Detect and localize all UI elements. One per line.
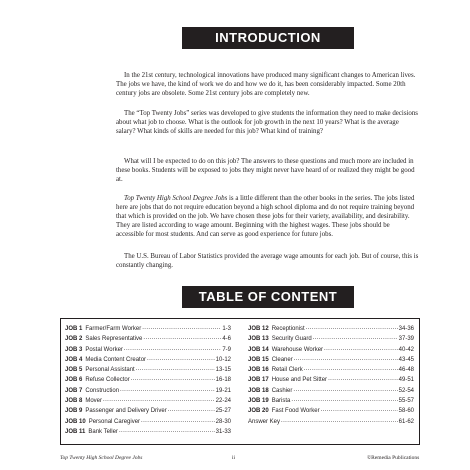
toc-job-title: Security Guard	[271, 336, 312, 343]
toc-job-title: Media Content Creator	[85, 356, 147, 363]
toc-job-title: Warehouse Worker	[271, 346, 324, 353]
toc-job-title: Personal Caregiver	[88, 418, 141, 425]
toc-leader-dots	[120, 385, 215, 395]
toc-job-number: JOB 20	[248, 408, 269, 415]
toc-job-number: JOB 12	[248, 326, 269, 332]
toc-job-title: Bank Teller	[88, 428, 118, 435]
toc-leader-dots	[306, 323, 398, 333]
toc-page-range: 46-48	[398, 367, 414, 374]
toc-leader-dots	[142, 323, 221, 333]
toc-job-title: Construction	[85, 387, 120, 394]
intro-paragraph-5: The U.S. Bureau of Labor Statistics provided the average wage amounts for each job. But of course, this is constantly changing.	[116, 253, 419, 269]
toc-leader-dots	[124, 344, 221, 354]
toc-job-title: House and Pet Sitter	[271, 377, 328, 384]
toc-leader-dots	[147, 354, 215, 364]
toc-job-title: Receptionist	[271, 326, 305, 332]
toc-page-range: 31-33	[215, 428, 231, 435]
toc-job-number: JOB 10	[65, 418, 86, 425]
intro-paragraph-4-text: is a little different than the other books in the series. The jobs listed here are jobs that do not require education beyond a high school diploma and do not require training beyond that which is provided on the job. We have chosen these jobs for their variety, availability, and desirability. They are listed according to wage amount. Beginning with the highest wages. These jobs should be accessible for most students. And can serve as good experience for future jobs.	[116, 195, 415, 238]
toc-job-number: JOB 19	[248, 398, 269, 405]
toc-leader-dots	[324, 344, 398, 354]
toc-leader-dots	[313, 333, 398, 343]
toc-job-number: JOB 5	[65, 367, 83, 374]
toc-job-title: Postal Worker	[85, 346, 123, 353]
toc-job-title: Mover	[85, 398, 103, 405]
toc-page-range: 37-39	[398, 336, 414, 343]
toc-page-range: 52-54	[398, 387, 414, 394]
toc-job-title: Farmer/Farm Worker	[85, 326, 142, 332]
intro-paragraph-1: In the 21st century, technological innovations have produced many significant changes to American lives. The jobs we have, the kind of work we do and how we do it, has been considerably impacted. Some 20th century jobs are obsolete. Some 21st century jobs are completely new.	[116, 72, 416, 97]
toc-job-number: JOB 11	[65, 428, 86, 435]
toc-job-number: JOB 1	[65, 326, 83, 332]
toc-leader-dots	[281, 416, 398, 426]
toc-left-column	[65, 324, 231, 437]
toc-leader-dots	[321, 405, 398, 415]
page-number: ii	[232, 455, 236, 461]
toc-page-range: 40-42	[398, 346, 414, 353]
intro-paragraph-2: The “Top Twenty Jobs” series was developed to give students the information they need to make decisions about what job to choose. What is the outlook for job growth in the next 10 years? What is the average salary? What kinds of skills are needed for this job? What kind of training?	[116, 110, 418, 135]
toc-leader-dots	[168, 405, 215, 415]
toc-job-number: JOB 7	[65, 387, 83, 394]
toc-page-range: 10-12	[215, 356, 231, 363]
toc-job-number: JOB 8	[65, 398, 83, 405]
toc-leader-dots	[293, 385, 397, 395]
toc-entry	[65, 427, 231, 437]
toc-job-number: JOB 2	[65, 336, 83, 343]
toc-leader-dots	[136, 364, 215, 374]
toc-leader-dots	[143, 333, 221, 343]
toc-page-range: 61-62	[398, 418, 414, 425]
toc-leader-dots	[328, 374, 398, 384]
toc-page-range: 43-45	[398, 356, 414, 363]
toc-page-range: 55-57	[398, 398, 414, 405]
toc-job-number: JOB 3	[65, 346, 83, 353]
toc-job-title: Refuse Collector	[85, 377, 130, 384]
toc-page-range: 22-24	[215, 398, 231, 405]
toc-page-range: 7-9	[222, 346, 231, 353]
toc-page-range: 28-30	[215, 418, 231, 425]
toc-job-title: Passenger and Delivery Driver	[85, 408, 167, 415]
toc-job-title: Cleaner	[271, 356, 293, 363]
intro-paragraph-4	[116, 195, 419, 240]
toc-page-range: 1-3	[222, 326, 231, 332]
intro-paragraph-3: What will I be expected to do on this job? The answers to these questions and much more are included in these books. Students will be exposed to jobs they might never have heard of or realized they might be good at.	[116, 158, 415, 183]
toc-leader-dots	[141, 416, 215, 426]
toc-job-title: Barista	[271, 398, 291, 405]
table-of-content-heading: TABLE OF CONTENT	[182, 286, 354, 308]
toc-job-number: JOB 4	[65, 356, 83, 363]
toc-job-number: JOB 17	[248, 377, 269, 384]
toc-page-range: 25-27	[215, 408, 231, 415]
toc-leader-dots	[294, 354, 398, 364]
toc-leader-dots	[103, 395, 215, 405]
toc-page-range: 19-21	[215, 387, 231, 394]
toc-job-title: Retail Clerk	[271, 367, 303, 374]
toc-job-number: JOB 6	[65, 377, 83, 384]
toc-job-title: Sales Representative	[85, 336, 143, 343]
toc-job-number: JOB 13	[248, 336, 269, 343]
toc-job-number: JOB 15	[248, 356, 269, 363]
toc-entry	[248, 417, 414, 427]
toc-job-number: JOB 14	[248, 346, 269, 353]
toc-page-range: 13-15	[215, 367, 231, 374]
toc-page-range: 49-51	[398, 377, 414, 384]
toc-job-title: Cashier	[271, 387, 293, 394]
toc-job-number: JOB 9	[65, 408, 83, 415]
toc-leader-dots	[131, 374, 215, 384]
introduction-heading: INTRODUCTION	[182, 27, 354, 49]
book-title: Top Twenty High School Degree Jobs	[124, 195, 228, 202]
toc-leader-dots	[291, 395, 397, 405]
toc-job-title: Answer Key	[248, 418, 281, 425]
toc-leader-dots	[119, 426, 215, 436]
footer-book-title: Top Twenty High School Degree Jobs	[60, 455, 143, 461]
toc-job-title: Fast Food Worker	[271, 408, 320, 415]
footer-publisher: ©Remedia Publications	[367, 455, 420, 461]
toc-job-number: JOB 16	[248, 367, 269, 374]
toc-page-range: 16-18	[215, 377, 231, 384]
toc-job-title: Personal Assistant	[85, 367, 135, 374]
toc-page-range: 4-6	[222, 336, 231, 343]
toc-page-range: 34-36	[398, 326, 414, 332]
table-of-content	[60, 318, 420, 445]
toc-leader-dots	[304, 364, 398, 374]
toc-right-column	[248, 324, 414, 427]
toc-job-number: JOB 18	[248, 387, 269, 394]
toc-page-range: 58-60	[398, 408, 414, 415]
